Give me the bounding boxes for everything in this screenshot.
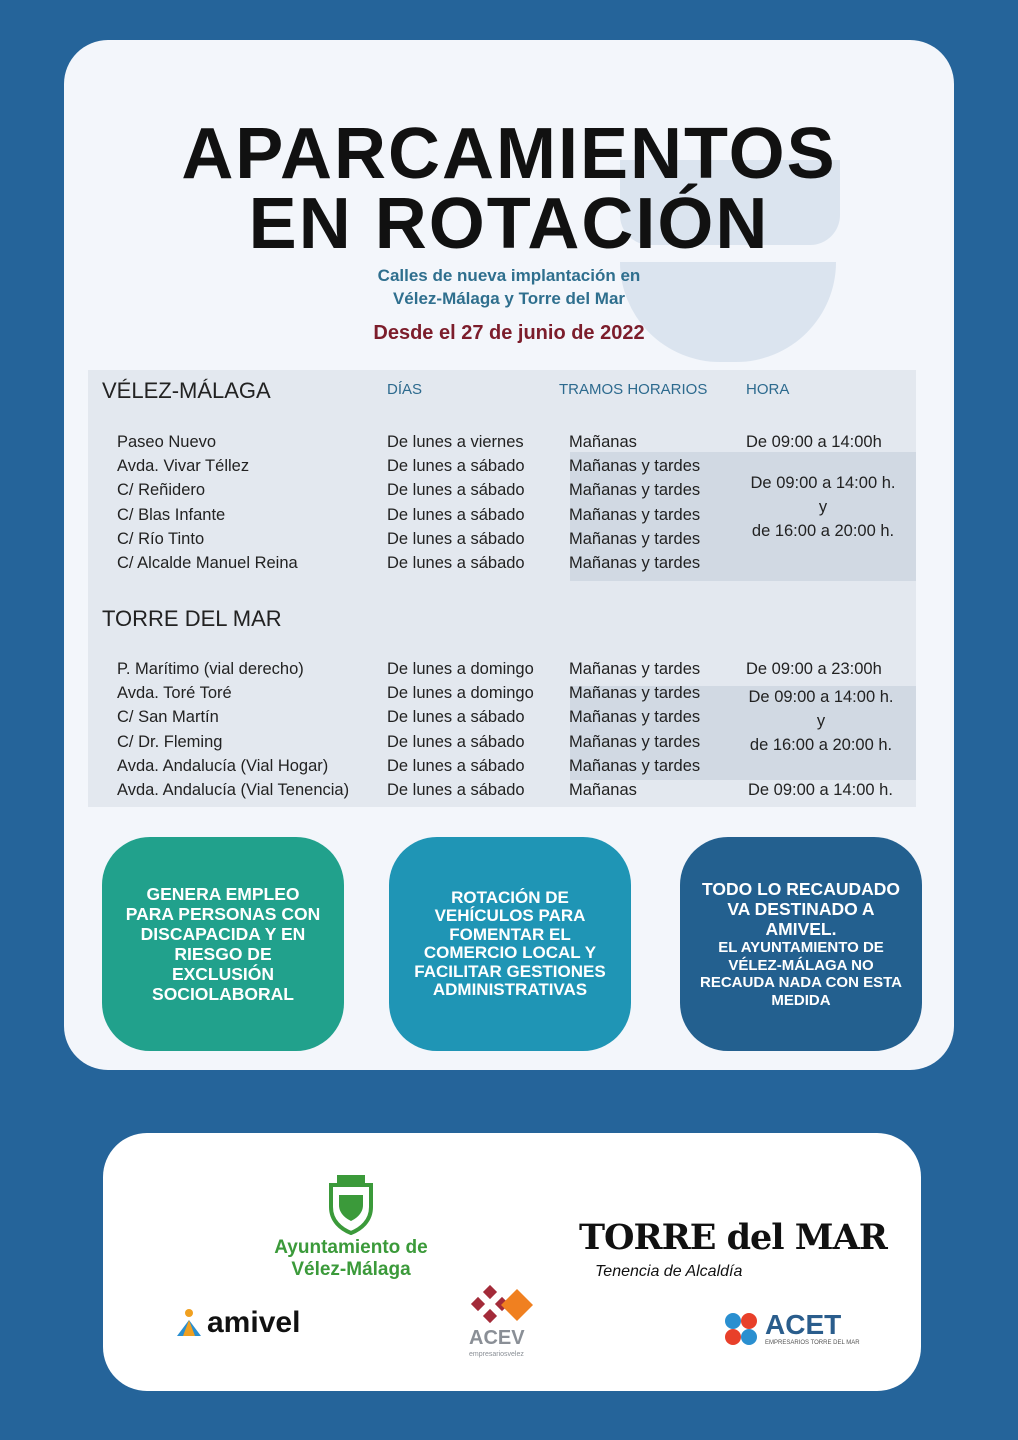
acev-diamond-icon [465, 1285, 535, 1329]
info-box-text-main: TODO LO RECAUDADO VA DESTINADO A AMIVEL. [701, 879, 900, 939]
table-row-street: Avda. Toré Toré [117, 684, 232, 702]
info-box-rotation [389, 837, 631, 1051]
hour-line: y [816, 712, 826, 730]
table-row-street: C/ Alcalde Manuel Reina [117, 554, 298, 572]
table-row-days: De lunes a sábado [387, 781, 525, 799]
start-date: Desde el 27 de junio de 2022 [373, 322, 645, 344]
table-row-slot: Mañanas [569, 433, 637, 451]
table-row-days: De lunes a sábado [387, 757, 525, 775]
main-card [64, 40, 954, 1070]
table-row-slot: Mañanas y tardes [569, 481, 701, 499]
info-box-text: GENERA EMPLEO PARA PERSONAS CON DISCAPACIDA Y EN RIESGO DE EXCLUSIÓN SOCIOLABORAL [125, 884, 321, 1004]
column-header-dias: DÍAS [387, 381, 423, 398]
hour-velez-group [736, 471, 910, 543]
ayuntamiento-shield-icon [327, 1173, 375, 1235]
table-row-street: C/ Blas Infante [117, 506, 226, 524]
table-row-slot: Mañanas y tardes [569, 530, 701, 548]
ayuntamiento-logo-text [263, 1237, 439, 1281]
hour-line: de 16:00 a 20:00 h. [751, 522, 895, 540]
table-row-slot: Mañanas y tardes [569, 554, 701, 572]
table-row-days: De lunes a domingo [387, 684, 534, 702]
torre-del-mar-subtitle: Tenencia de Alcaldía [595, 1263, 743, 1280]
table-row-days: De lunes a sábado [387, 733, 525, 751]
hour-line: De 09:00 a 14:00 h. [748, 688, 894, 706]
section-title-velez: VÉLEZ-MÁLAGA [102, 378, 271, 403]
hour-torre-last: De 09:00 a 14:00 h. [748, 781, 893, 799]
page-title-line1: APARCAMIENTOS [181, 114, 837, 194]
table-row-days: De lunes a sábado [387, 708, 525, 726]
hour-line: y [818, 498, 828, 516]
table-row-days: De lunes a sábado [387, 481, 525, 499]
table-row-slot: Mañanas y tardes [569, 684, 701, 702]
subtitle-line2: Vélez-Málaga y Torre del Mar [392, 289, 626, 308]
table-row-street: C/ San Martín [117, 708, 219, 726]
acev-subtitle: empresariosvelez [469, 1351, 524, 1358]
subtitle-line1: Calles de nueva implantación en [377, 266, 641, 285]
amivel-logo: amivel [207, 1306, 301, 1339]
ayuntamiento-line1: Ayuntamiento de [274, 1237, 428, 1258]
info-box-text: ROTACIÓN DE VEHÍCULOS PARA FOMENTAR EL COMERCIO LOCAL Y FACILITAR GESTIONES ADMINISTRATIVAS [414, 887, 606, 999]
table-row-days: De lunes a domingo [387, 660, 534, 678]
table-row-days: De lunes a sábado [387, 530, 525, 548]
table-row-slot: Mañanas y tardes [569, 708, 701, 726]
table-row-street: Paseo Nuevo [117, 433, 217, 451]
column-header-hora: HORA [746, 381, 790, 398]
hour-torre-first: De 09:00 a 23:00h [746, 660, 882, 678]
info-box-text-secondary: EL AYUNTAMIENTO DE VÉLEZ-MÁLAGA NO RECAUDA NADA CON ESTA MEDIDA [700, 939, 902, 1009]
hour-velez-first: De 09:00 a 14:00h [746, 433, 882, 451]
logos-panel [103, 1133, 921, 1391]
schedule-table [88, 370, 916, 807]
torre-del-mar-logo: TORRE del MAR [579, 1217, 887, 1258]
info-box-revenue [680, 837, 922, 1051]
table-row-slot: Mañanas y tardes [569, 757, 701, 775]
table-row-slot: Mañanas y tardes [569, 733, 701, 751]
hour-line: de 16:00 a 20:00 h. [749, 736, 893, 754]
table-row-days: De lunes a sábado [387, 457, 525, 475]
column-header-tramos: TRAMOS HORARIOS [559, 381, 708, 398]
amivel-person-icon [175, 1308, 203, 1338]
acet-logo-icon [723, 1311, 759, 1347]
section-title-torre: TORRE DEL MAR [102, 606, 282, 631]
page-title-line2: EN ROTACIÓN [248, 184, 770, 264]
table-row-street: Avda. Vivar Téllez [117, 457, 250, 475]
table-row-days: De lunes a sábado [387, 554, 525, 572]
table-row-street: C/ Reñidero [117, 481, 206, 499]
table-row-street: Avda. Andalucía (Vial Hogar) [117, 757, 329, 775]
hour-torre-group [734, 685, 908, 757]
table-row-slot: Mañanas y tardes [569, 506, 701, 524]
page-subtitle [64, 264, 954, 310]
acev-logo: ACEV [469, 1327, 525, 1349]
table-row-slot: Mañanas y tardes [569, 457, 701, 475]
table-row-street: Avda. Andalucía (Vial Tenencia) [117, 781, 350, 799]
acet-logo: ACET [765, 1309, 842, 1340]
table-row-street: C/ Río Tinto [117, 530, 205, 548]
table-row-street: P. Marítimo (vial derecho) [117, 660, 304, 678]
table-row-days: De lunes a viernes [387, 433, 524, 451]
info-box-employment [102, 837, 344, 1051]
table-row-days: De lunes a sábado [387, 506, 525, 524]
table-row-slot: Mañanas [569, 781, 637, 799]
hour-line: De 09:00 a 14:00 h. [750, 474, 896, 492]
table-row-street: C/ Dr. Fleming [117, 733, 223, 751]
acet-subtitle: EMPRESARIOS TORRE DEL MAR [765, 1340, 860, 1346]
ayuntamiento-line2: Vélez-Málaga [291, 1259, 411, 1280]
table-row-slot: Mañanas y tardes [569, 660, 701, 678]
